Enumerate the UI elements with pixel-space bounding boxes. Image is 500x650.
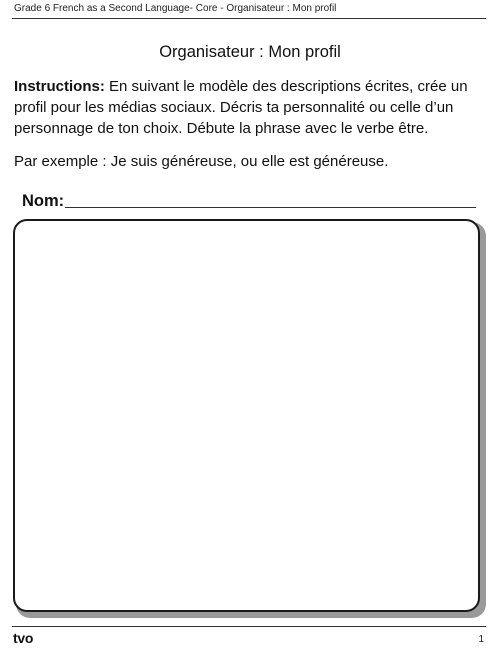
header-divider bbox=[12, 18, 486, 19]
name-label: Nom: bbox=[22, 192, 65, 210]
tvo-logo: tvo bbox=[13, 630, 34, 646]
page-title: Organisateur : Mon profil bbox=[159, 43, 341, 61]
page-header: Grade 6 French as a Second Language- Core - Organisateur : Mon profil bbox=[14, 3, 337, 14]
name-writing-line[interactable] bbox=[65, 207, 476, 208]
example-sentence: Par exemple : Je suis généreuse, ou elle est généreuse. bbox=[14, 153, 389, 170]
instructions-label: Instructions: bbox=[14, 78, 105, 95]
profile-writing-box[interactable] bbox=[13, 219, 480, 612]
instructions-paragraph bbox=[14, 76, 488, 139]
name-field[interactable] bbox=[22, 189, 476, 211]
instructions-text: En suivant le modèle des descriptions écrites, crée un profil pour les médias sociaux. Décris ta personnalité ou celle d’un personnage de ton choix. Débute la phrase avec le verbe être. bbox=[14, 78, 468, 137]
footer-divider bbox=[12, 626, 486, 627]
page-number: 1 bbox=[478, 634, 484, 645]
